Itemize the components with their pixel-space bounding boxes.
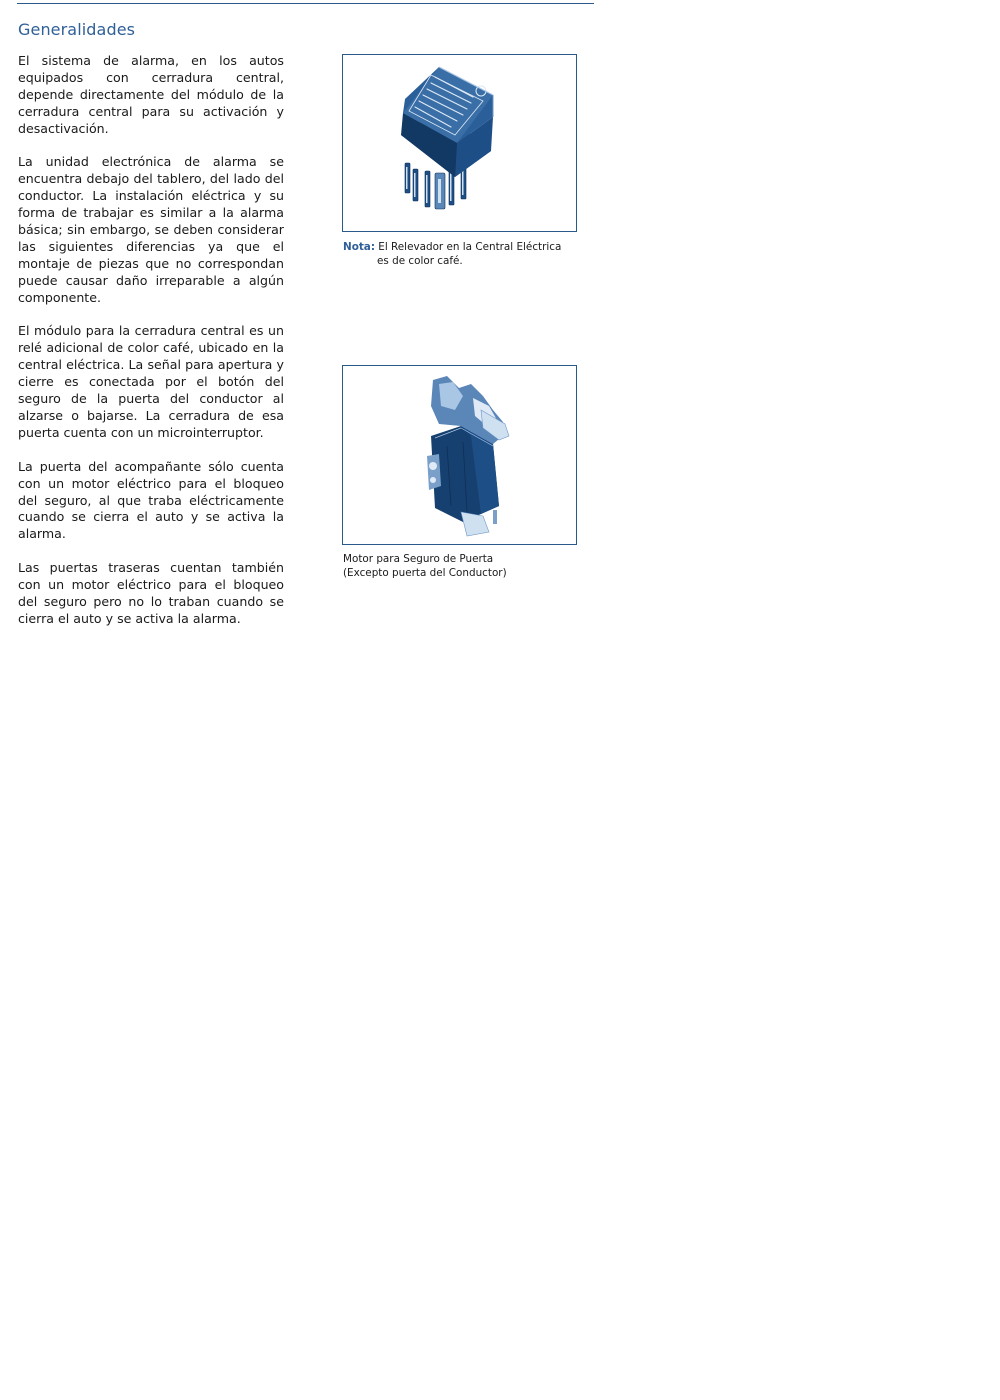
- motor-caption-line-2: (Excepto puerta del Conductor): [343, 567, 507, 579]
- relay-photo-frame: [342, 54, 577, 232]
- door-lock-motor-photo: [343, 366, 576, 544]
- paragraph-3: El módulo para la cerradura central es un relé adicional de color café, ubicado en la central eléctrica. La señal para apertura y cierre es conectada por el botón del seguro de la puerta del conductor al alzarse o bajarse. La cerradura de esa puerta cuenta con un microinterruptor.: [18, 323, 284, 440]
- header-rule: [17, 3, 594, 4]
- paragraph-2: La unidad electrónica de alarma se encuentra debajo del tablero, del lado del conductor. La instalación eléctrica y su forma de trabajar es similar a la alarma básica; sin embargo, se deben considerar las siguientes diferencias ya que el montaje de piezas que no correspondan puede causar daño irreparable a algún componente.: [18, 154, 284, 305]
- note-text-line-1: El Relevador en la Central Eléctrica: [378, 241, 562, 253]
- note-text-line-2: es de color café.: [377, 255, 463, 267]
- motor-caption: [343, 552, 583, 580]
- relay-photo: [343, 55, 576, 231]
- section-title: Generalidades: [18, 20, 136, 39]
- paragraph-1: El sistema de alarma, en los autos equipados con cerradura central, depende directamente del módulo de la cerradura central para su activación y desactivación.: [18, 53, 284, 136]
- motor-photo-frame: [342, 365, 577, 545]
- note-label: Nota:: [343, 241, 375, 253]
- paragraph-5: Las puertas traseras cuentan también con un motor eléctrico para el bloqueo del seguro pero no lo traban cuando se cierra el auto y se activa la alarma.: [18, 560, 284, 626]
- paragraph-4: La puerta del acompañante sólo cuenta con un motor eléctrico para el bloqueo del seguro, al que traba eléctricamente cuando se cierra el auto y se activa la alarma.: [18, 458, 284, 542]
- motor-caption-line-1: Motor para Seguro de Puerta: [343, 553, 494, 565]
- relay-caption: [343, 240, 583, 268]
- body-text-column: [18, 53, 284, 645]
